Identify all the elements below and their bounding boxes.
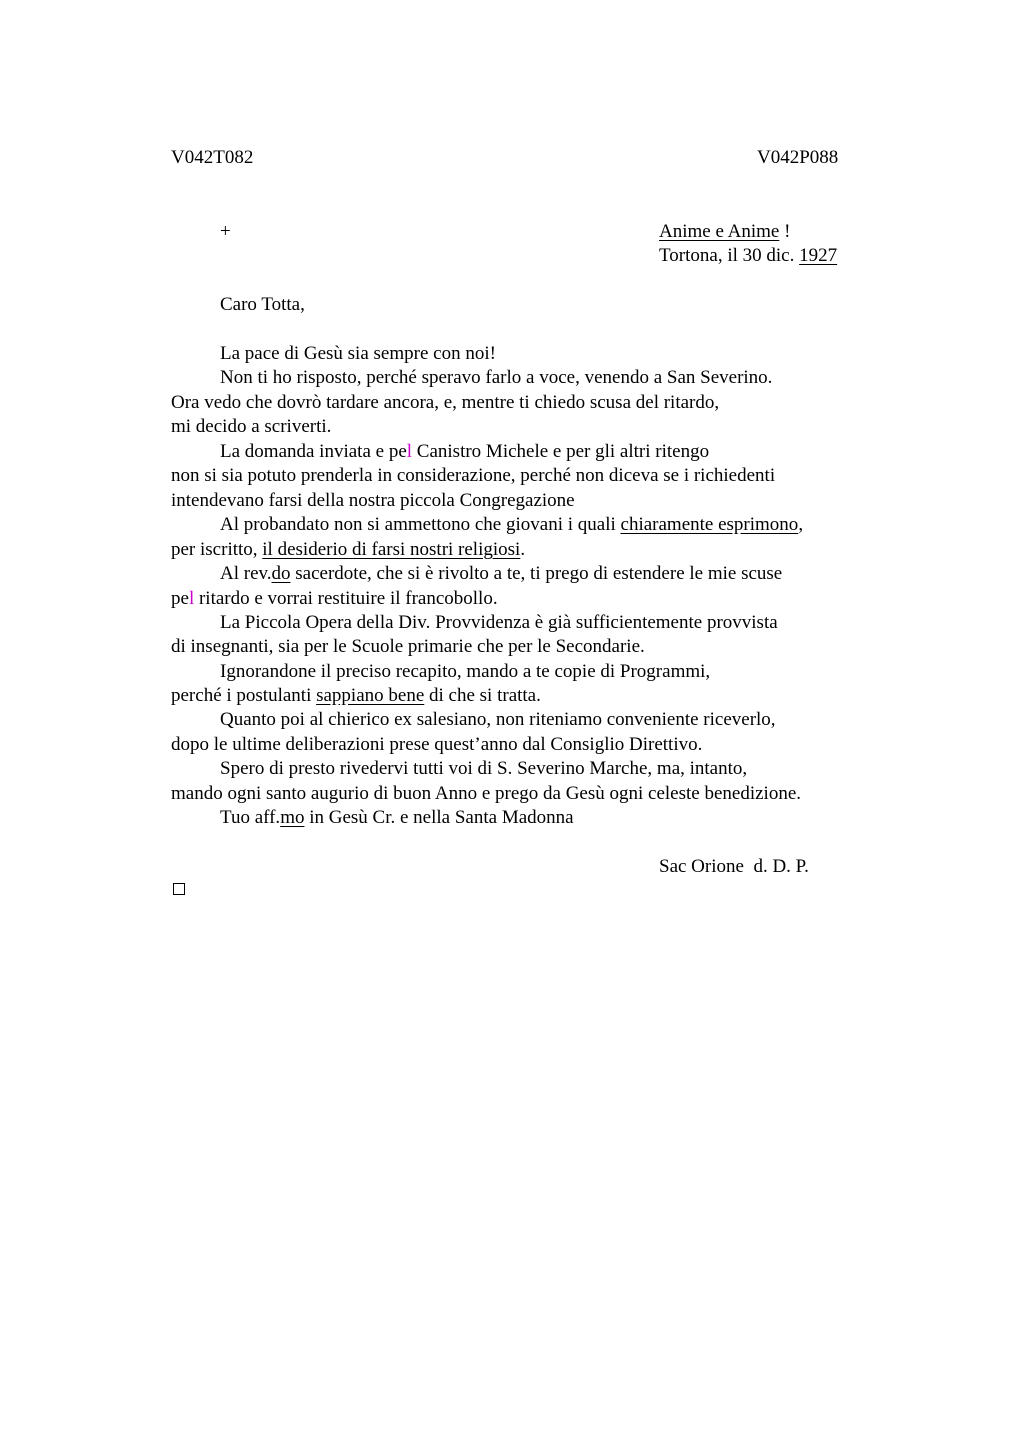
body-line-1: La pace di Gesù sia sempre con noi! [220,343,496,364]
body-line-10-a: Al rev. [220,563,272,584]
body-line-15 [171,684,541,708]
dateline-year: 1927 [799,245,838,266]
body-line-19: mando ogni santo augurio di buon Anno e prego da Gesù ogni celeste benedizione. [171,783,802,804]
motto-line [659,220,790,244]
closing-line-b: in Gesù Cr. e nella Santa Madonna [304,807,574,828]
editorial-mark: l [406,441,413,462]
body-line-9-underlined: il desiderio di farsi nostri religiosi [262,539,521,560]
body-line-12: La Piccola Opera della Div. Provvidenza è già sufficientemente provvista [220,612,778,633]
body-line-8 [220,513,803,537]
body-line-10-underlined: do [271,563,291,584]
body-line-4: mi decido a scriverti. [171,416,332,437]
body-line-3: Ora vedo che dovrò tardare ancora, e, mentre ti chiedo scusa del ritardo, [171,392,720,413]
body-line-6: non si sia potuto prenderla in considerazione, perché non diceva se i richiedenti [171,465,776,486]
body-line-15-underlined: sappiano bene [316,685,425,706]
body-line-7: intendevano farsi della nostra piccola Congregazione [171,490,575,511]
body-line-14: Ignorandone il preciso recapito, mando a te copie di Programmi, [220,661,711,682]
body-line-11-b: ritardo e vorrai restituire il francobollo. [194,588,498,609]
closing-line [220,806,574,830]
body-line-17: dopo le ultime deliberazioni prese quest’anno dal Consiglio Direttivo. [171,734,703,755]
body-line-10-b: sacerdote, che si è rivolto a te, ti prego di estendere le mie scuse [290,563,783,584]
body-line-9-b: . [520,539,526,560]
end-box-icon [173,883,185,895]
body-line-8-a: Al probandato non si ammettono che giovani i quali [220,514,621,535]
dateline-prefix: Tortona, il 30 dic. [659,245,800,266]
motto-suffix: ! [779,221,791,242]
body-line-5 [220,440,709,464]
body-line-9 [171,538,525,562]
cross-mark: + [220,221,231,242]
body-line-15-a: perché i postulanti [171,685,317,706]
dateline [659,244,837,268]
salutation: Caro Totta, [220,294,305,315]
body-line-11 [171,587,498,611]
body-line-11-a: pe [171,588,189,609]
document-code-right: V042P088 [757,147,839,168]
body-line-2: Non ti ho risposto, perché speravo farlo a voce, venendo a San Severino. [220,367,773,388]
closing-line-underlined: mo [280,807,305,828]
body-line-5-b: Canistro Michele e per gli altri ritengo [412,441,710,462]
body-line-18: Spero di presto rivedervi tutti voi di S. Severino Marche, ma, intanto, [220,758,748,779]
signature: Sac Orione d. D. P. [659,856,809,877]
body-line-15-b: di che si tratta. [424,685,541,706]
body-line-10 [220,562,782,586]
editorial-mark: l [188,588,195,609]
closing-line-a: Tuo aff. [220,807,281,828]
body-line-16: Quanto poi al chierico ex salesiano, non riteniamo conveniente riceverlo, [220,709,776,730]
document-code-left: V042T082 [171,147,254,168]
body-line-13: di insegnanti, sia per le Scuole primarie che per le Secondarie. [171,636,645,657]
body-line-9-a: per iscritto, [171,539,263,560]
body-line-5-a: La domanda inviata e pe [220,441,407,462]
body-line-8-b: , [798,514,804,535]
body-line-8-underlined: chiaramente esprimono [620,514,799,535]
motto-text: Anime e Anime [659,221,780,242]
